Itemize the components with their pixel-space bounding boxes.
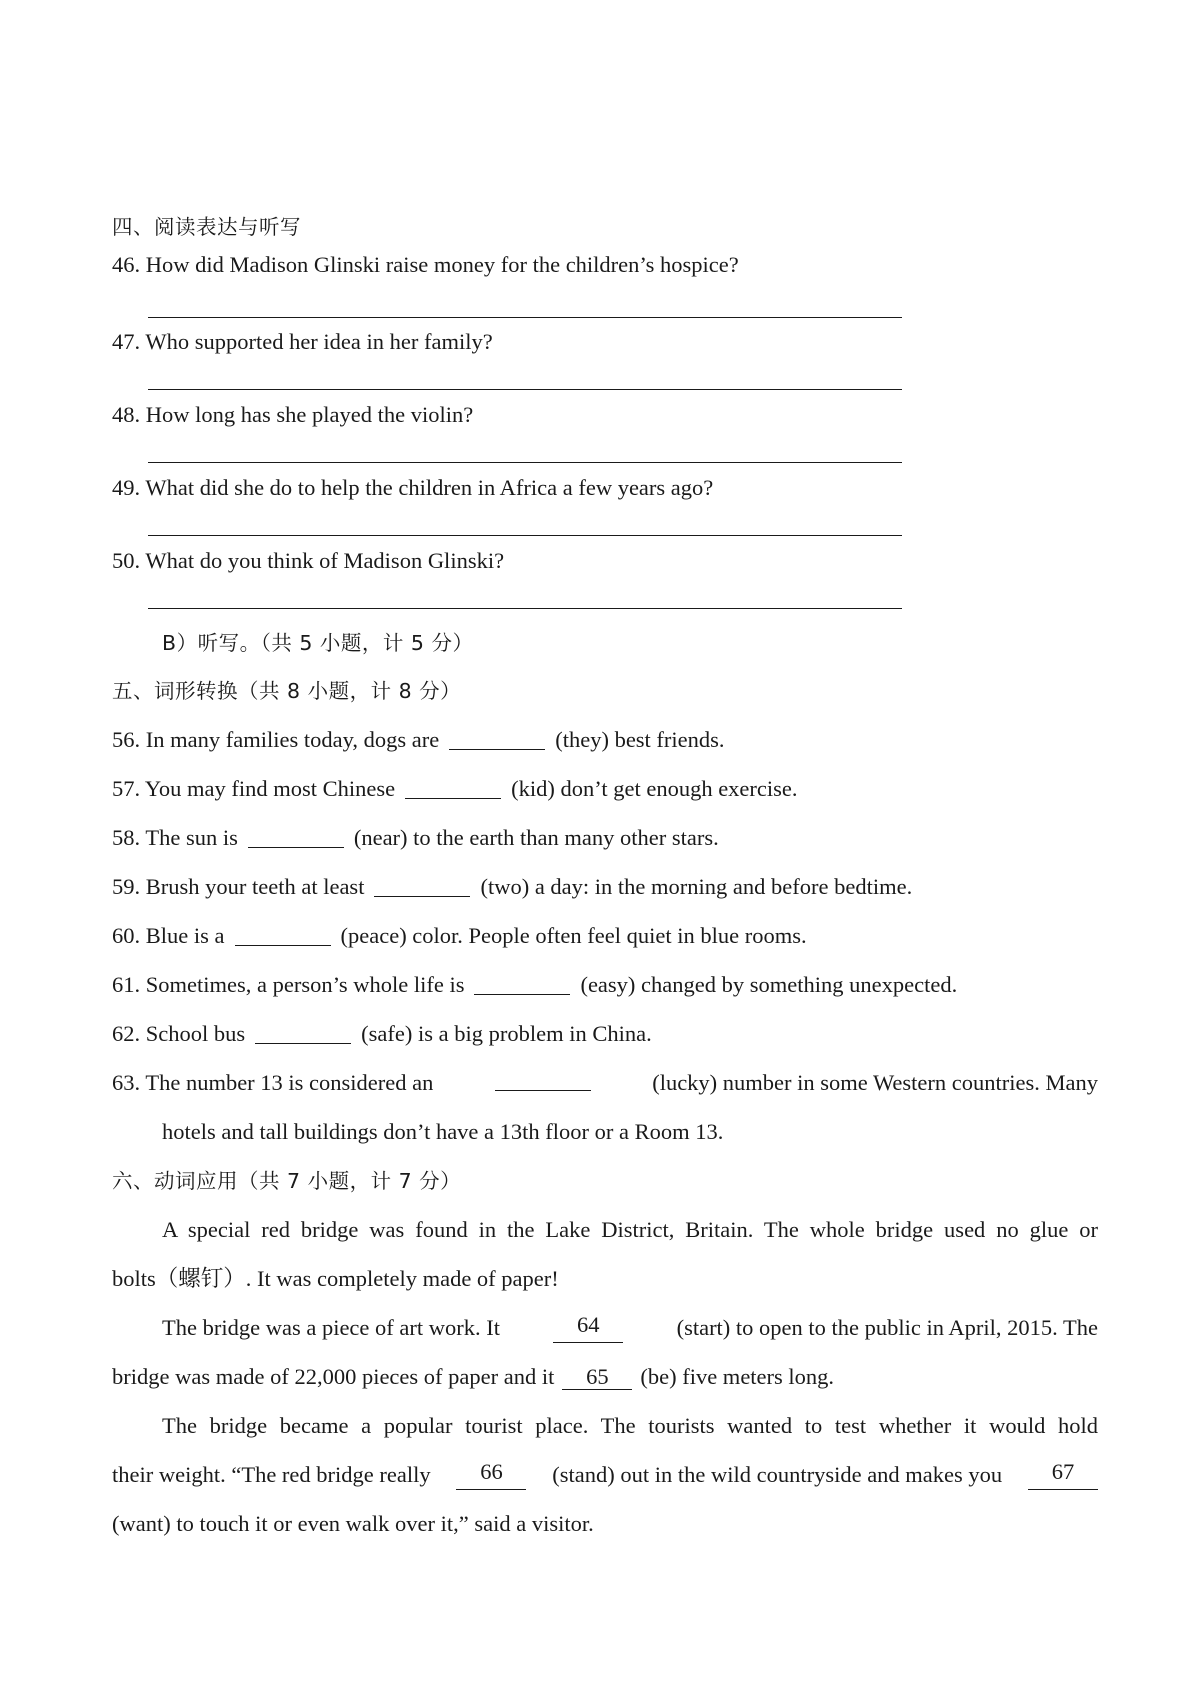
- item-57: [112, 774, 798, 804]
- item-60-text: 60. Blue is a: [112, 923, 225, 948]
- answer-line-48[interactable]: [148, 462, 902, 463]
- answer-line-50[interactable]: [148, 608, 902, 609]
- blank-66[interactable]: 66: [456, 1460, 526, 1490]
- item-61: [112, 970, 957, 1000]
- section5-heading: 五、词形转换（共 8 小题，计 8 分）: [112, 679, 462, 703]
- p2-line1-text-a: The bridge was a piece of art work. It: [162, 1315, 500, 1340]
- blank-59[interactable]: [374, 874, 470, 897]
- part-b-dictation: B）听写。（共 5 小题，计 5 分）: [162, 631, 474, 655]
- question-49: 49. What did she do to help the children in Africa a few years ago?: [112, 475, 714, 500]
- blank-65[interactable]: 65: [562, 1365, 632, 1390]
- blank-60[interactable]: [235, 923, 331, 946]
- p3-line2-text-b: (stand) out in the wild countryside and makes you: [552, 1462, 1003, 1487]
- p2-line1-text-b: (start) to open to the public in April, 2015. The: [676, 1315, 1098, 1340]
- question-47: 47. Who supported her idea in her family?: [112, 329, 493, 354]
- item-63-continuation: hotels and tall buildings don’t have a 13th floor or a Room 13.: [162, 1119, 724, 1144]
- passage-p1-line1: A special red bridge was found in the Lake District, Britain. The whole bridge used no glue or: [162, 1217, 1098, 1242]
- passage-p3-line1: The bridge became a popular tourist place. The tourists wanted to test whether it would hold: [162, 1413, 1098, 1438]
- section4-heading: 四、阅读表达与听写: [112, 215, 301, 239]
- item-63-text: 63. The number 13 is considered an: [112, 1070, 434, 1095]
- section6-heading: 六、动词应用（共 7 小题，计 7 分）: [112, 1169, 462, 1193]
- answer-line-46[interactable]: [148, 317, 902, 318]
- item-59-text: 59. Brush your teeth at least: [112, 874, 365, 899]
- item-57-text: 57. You may find most Chinese: [112, 776, 396, 801]
- blank-62[interactable]: [255, 1021, 351, 1044]
- item-61-text: 61. Sometimes, a person’s whole life is: [112, 972, 465, 997]
- item-58-hint: (near) to the earth than many other stars.: [353, 825, 719, 850]
- p3-line2-text-a: their weight. “The red bridge really: [112, 1462, 431, 1487]
- passage-p1-line2: bolts（螺钉）. It was completely made of paper!: [112, 1266, 559, 1291]
- blank-63[interactable]: [495, 1068, 591, 1091]
- item-63: [112, 1068, 1098, 1098]
- item-57-hint: (kid) don’t get enough exercise.: [511, 776, 798, 801]
- item-56-hint: (they) best friends.: [555, 727, 725, 752]
- passage-p3-line3: (want) to touch it or even walk over it,” said a visitor.: [112, 1511, 594, 1536]
- passage-p2-line2: [112, 1362, 834, 1392]
- question-48: 48. How long has she played the violin?: [112, 402, 474, 427]
- p2-line2-text-a: bridge was made of 22,000 pieces of paper and it: [112, 1364, 555, 1389]
- item-60-hint: (peace) color. People often feel quiet in blue rooms.: [340, 923, 807, 948]
- p2-line2-text-b: (be) five meters long.: [640, 1364, 835, 1389]
- question-50: 50. What do you think of Madison Glinski?: [112, 548, 505, 573]
- item-62-hint: (safe) is a big problem in China.: [361, 1021, 652, 1046]
- item-56: [112, 725, 725, 755]
- blank-67[interactable]: 67: [1028, 1460, 1098, 1490]
- item-59: [112, 872, 912, 902]
- item-63-hint: (lucky) number in some Western countries. Many: [652, 1070, 1098, 1095]
- passage-p3-line2: [112, 1460, 1098, 1490]
- item-59-hint: (two) a day: in the morning and before bedtime.: [480, 874, 913, 899]
- item-62: [112, 1019, 652, 1049]
- answer-line-47[interactable]: [148, 389, 902, 390]
- answer-line-49[interactable]: [148, 535, 902, 536]
- item-62-text: 62. School bus: [112, 1021, 246, 1046]
- item-56-text: 56. In many families today, dogs are: [112, 727, 440, 752]
- item-58-text: 58. The sun is: [112, 825, 238, 850]
- passage-p2-line1: [162, 1313, 1098, 1343]
- blank-64[interactable]: 64: [553, 1313, 623, 1343]
- blank-58[interactable]: [248, 825, 344, 848]
- item-61-hint: (easy) changed by something unexpected.: [580, 972, 958, 997]
- item-58: [112, 823, 719, 853]
- blank-61[interactable]: [474, 972, 570, 995]
- item-60: [112, 921, 807, 951]
- blank-56[interactable]: [449, 727, 545, 750]
- blank-57[interactable]: [405, 776, 501, 799]
- question-46: 46. How did Madison Glinski raise money for the children’s hospice?: [112, 252, 739, 277]
